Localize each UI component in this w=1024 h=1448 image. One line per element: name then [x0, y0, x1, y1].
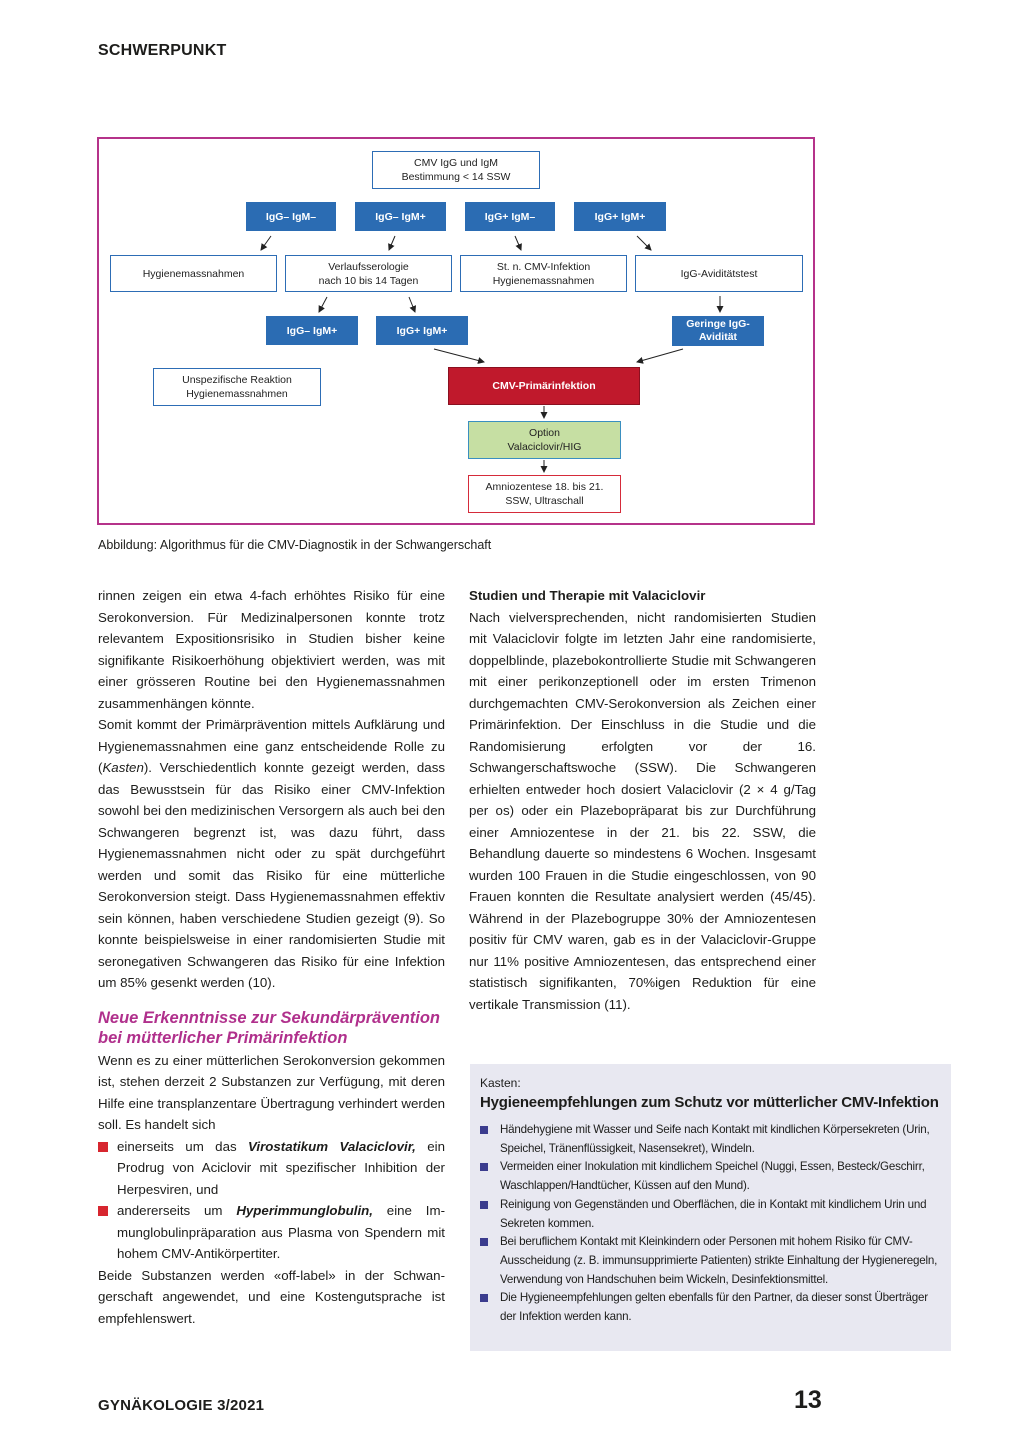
info-box-label: Kasten: — [480, 1076, 521, 1090]
flow-primary-infection: CMV-Primärinfektion — [448, 367, 640, 405]
info-box-item — [480, 1233, 941, 1289]
kasten-reference: Kasten — [102, 760, 144, 775]
right-paragraph-1: Nach vielversprechenden, nicht randomisierten Studien mit Valaciclovir folgte im letzten Jahr eine randomisierte, doppelblinde, plazebokontrollierte Studie mit Schwangeren mit einer perikonzeptionell oder im ersten Trimenon durchgemachten CMV-Serokonversion als Zeichen einer Primärinfektion. Der Einschluss in die Studie und die Randomisierung erfolgten vor der 16. Schwangerschaftswoche (SSW). Die Schwangeren erhielten entweder hoch dosiert Valaciclovir (2 × 4 g/Tag per os) oder ein Plazebopräparat bis zur Durchführung einer Amniozentese in der 21. bis 22. SSW, die Behandlung dauerte so mindestens 6 Wochen. Insgesamt wurden 100 Frauen in die Studie eingeschlossen, von 90 Frauen konnten die Resultate analysiert werden (45/45). Während in der Plazebogruppe 30% der Amniozentesen positiv für CMV waren, gab es in der Valaciclovir-Gruppe nur 11% positive Amniozentesen, das entsprechend einer statistisch signifikanten, 70%igen Reduktion für eine vertikale Transmission (11). — [469, 609, 816, 1012]
flow-amniocentesis: Amniozentese 18. bis 21. SSW, Ultraschall — [468, 475, 621, 513]
left-paragraph-1: rinnen zeigen ein etwa 4-fach erhöhtes Risiko für eine Serokonversion. Für Medizinalpersonen konnte trotz relevantem Expositionsrisiko in Studien bisher keine signifikante Risikoerhöhung objektiviert werden, was mit einer grösseren Routine bei den Hygienemassnahmen zusammenhängen könnte. — [98, 588, 445, 711]
bullet-square-icon — [480, 1238, 488, 1246]
bullet-hyperimmunglobulin — [98, 1200, 445, 1265]
info-box-item — [480, 1121, 941, 1158]
page-number: 13 — [794, 1386, 822, 1414]
bullet-square-icon — [480, 1201, 488, 1209]
info-box-item-text: Händehygiene mit Wasser und Seife nach Kontakt mit kindlichen Körpersekreten (Urin, Speichel, Tränenflüssigkeit, Nasensekret), Windeln. — [500, 1123, 930, 1155]
bullet-1-end: ein Prodrug von Aciclovir mit spezifischer Inhibition der Herpesviren, und — [117, 1138, 445, 1197]
info-box-item — [480, 1289, 941, 1326]
flow-result-pos-pos: IgG+ IgM+ — [574, 202, 666, 231]
flow-result-neg-neg: IgG– IgM– — [246, 202, 336, 231]
left-paragraph-2-start: Somit kommt der Primärprävention mittels Aufklärung und Hygienemassnahmen eine ganz entscheidende Rolle zu ( — [98, 717, 445, 775]
flow-result-pos-neg: IgG+ IgM– — [465, 202, 555, 231]
info-box-item-text: Reinigung von Gegenständen und Oberflächen, die in Kontakt mit kindlichem Urin und Sekreten kommen. — [500, 1197, 927, 1230]
flow-action-verlaufsserologie: Verlaufsserologie nach 10 bis 14 Tagen — [285, 255, 452, 292]
bullet-square-icon — [480, 1294, 488, 1302]
bullet-2-end: eine Immunglobulinpräparation aus Plasma von Spendern mit hohem CMV-Antikörpertiter. — [117, 1203, 445, 1261]
left-paragraph-4: Beide Substanzen werden «off-label» in der Schwangerschaft angewendet, und eine Kostengutsprache ist empfehlenswert. — [98, 1267, 445, 1326]
left-column — [98, 585, 445, 1329]
flow-result-neg-pos: IgG– IgM+ — [355, 202, 446, 231]
figure-caption: Abbildung: Algorithmus für die CMV-Diagnostik in der Schwangerschaft — [98, 538, 492, 552]
bullet-square-icon — [480, 1126, 488, 1134]
right-column — [469, 585, 816, 1015]
left-paragraph-3: Wenn es zu einer mütterlichen Serokonversion gekommen ist, stehen derzeit 2 Substanzen zur Verfügung, mit deren Hilfe eine transplanzentare Übertragung verhindert werden soll. Es handelt sich — [98, 1052, 445, 1132]
bullet-2-start: andererseits um — [117, 1203, 237, 1218]
bullet-1-emphasis: Virostatikum Valaciclovir, — [248, 1138, 416, 1154]
subheading-secondary-prevention: Neue Erkenntnisse zur Sekundärprävention bei mütterlicher Primärinfektion — [98, 1008, 441, 1047]
info-box — [470, 1064, 951, 1351]
flow-action-hygiene: Hygienemassnahmen — [110, 255, 277, 292]
bullet-2-emphasis: Hyperimmunglobulin, — [236, 1203, 373, 1218]
bullet-square-icon — [480, 1163, 488, 1171]
info-box-item — [480, 1196, 941, 1233]
flow-action-past-infection: St. n. CMV-Infektion Hygienemassnahmen — [460, 255, 627, 292]
info-box-title: Hygieneempfehlungen zum Schutz vor mütterlicher CMV-Infektion — [480, 1094, 939, 1111]
flow-low-avidity: Geringe IgG- Avidität — [672, 316, 764, 346]
flow-followup-pos-pos: IgG+ IgM+ — [376, 316, 468, 345]
info-box-item — [480, 1158, 941, 1195]
flow-start-node: CMV IgG und IgM Bestimmung < 14 SSW — [372, 151, 540, 189]
flow-action-avidity-test: IgG-Aviditätstest — [635, 255, 803, 292]
flow-option-valaciclovir: Option Valaciclovir/HIG — [468, 421, 621, 459]
flow-unspecific-reaction: Unspezifische Reaktion Hygienemassnahmen — [153, 368, 321, 406]
flow-followup-neg-pos: IgG– IgM+ — [266, 316, 358, 345]
section-label: SCHWERPUNKT — [98, 42, 227, 59]
left-paragraph-2-end: ). Verschiedentlich konnte gezeigt werden, dass das Bewusstsein für das Risiko einer CMV-Infektion sowohl bei den medizinischen Versorgern als auch bei den Schwangeren begrenzt ist, was dazu führt, dass Hygienemassnahmen nicht oder zu spät durchgeführt werden und somit das Risiko für eine mütterliche Serokonversion steigt. Dass Hygienemassnahmen effektiv sein können, haben verschiedene Studien gezeigt (9). So konnte beispielsweise in einer randomisierten Studie mit seronegativen Schwangeren das Risiko für eine Infektion um 85% gesenkt werden (10). — [98, 760, 445, 990]
info-box-item-text: Vermeiden einer Inokulation mit kindlichem Speichel (Nuggi, Essen, Besteck/Geschirr, Waschlappen/Handtücher, Küssen auf den Mund). — [500, 1160, 925, 1193]
left-paragraph-2 — [98, 714, 445, 994]
info-box-item-text: Bei beruflichem Kontakt mit Kleinkindern oder Personen mit hohem Risiko für CMV-Ausscheidung (z. B. immunsupprimierte Patienten) strikte Einhaltung der Hygieneregeln, Verwendung von Handschuhen beim Wickeln, Desinfektionsmittel. — [500, 1235, 938, 1286]
bullet-square-icon — [98, 1206, 108, 1216]
bullet-valaciclovir — [98, 1136, 445, 1201]
footer-journal: GYNÄKOLOGIE 3/2021 — [98, 1397, 265, 1414]
bullet-1-start: einerseits um das — [117, 1138, 249, 1154]
heading-valaciclovir-studies: Studien und Therapie mit Valaciclovir — [469, 588, 706, 603]
bullet-square-icon — [98, 1142, 108, 1152]
info-box-item-text: Die Hygieneempfehlungen gelten ebenfalls für den Partner, da dieser sonst Überträger der Infektion werden kann. — [500, 1291, 928, 1324]
